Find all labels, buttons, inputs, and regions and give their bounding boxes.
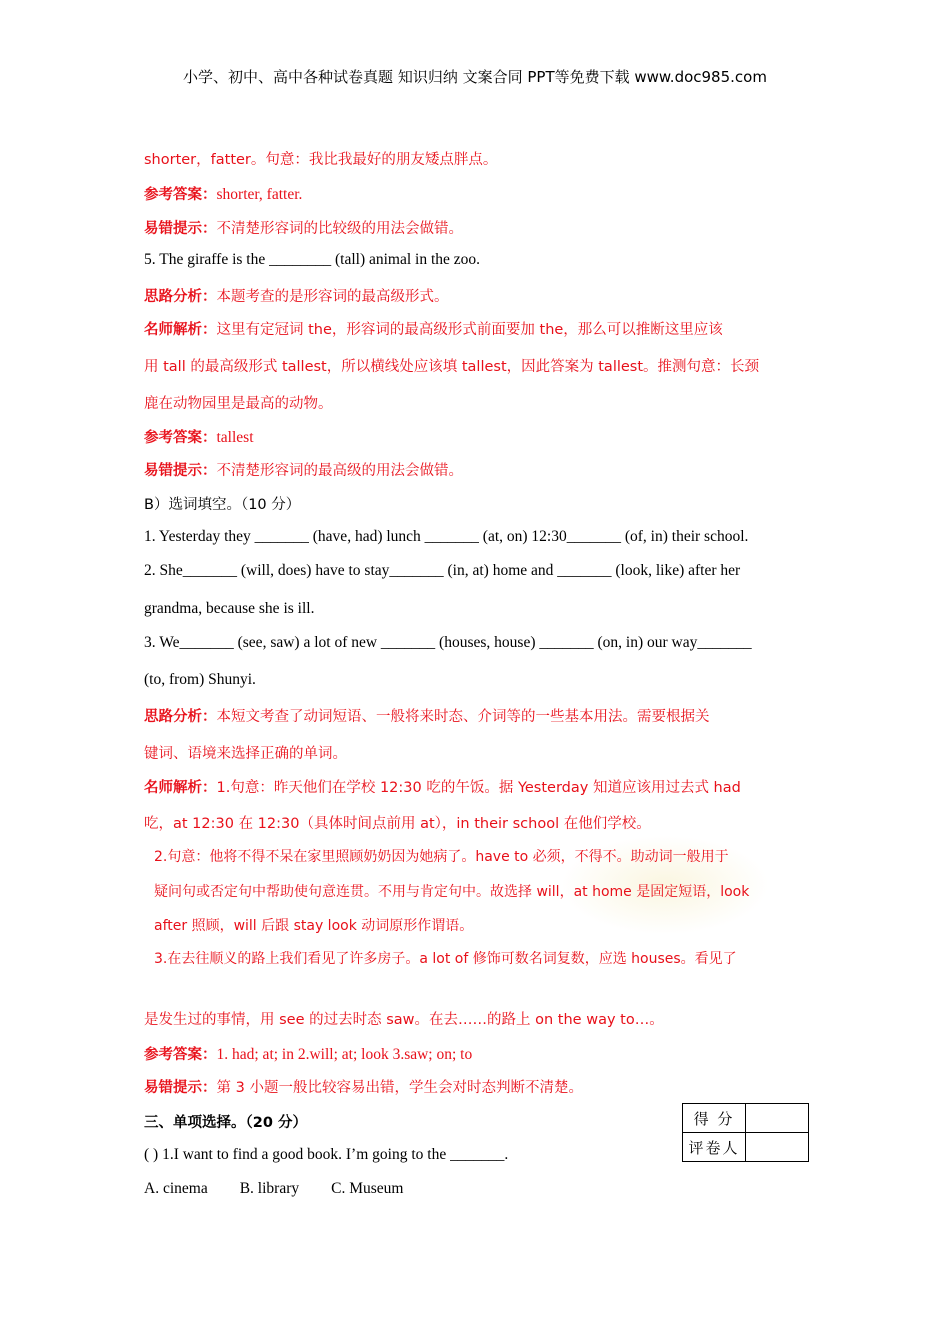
teacher-explanation-cont: 用 tall 的最高级形式 tallest，所以横线处应该填 tallest，因此答案为 tallest。推测句意：长颈	[144, 359, 760, 375]
explanation-line: shorter，fatter。句意：我比我最好的朋友矮点胖点。	[144, 152, 498, 168]
fill-question-1: 1. Yesterday they _______ (have, had) lunch _______ (at, on) 12:30_______ (of, in) their school.	[144, 528, 749, 545]
teacher-explanation-text: 这里有定冠词 the，形容词的最高级形式前面要加 the，那么可以推断这里应该	[216, 322, 723, 338]
scanned-explanation-line: 3.在去往顺义的路上我们看见了许多房子。a lot of 修饰可数名词复数，应选 houses。看见了	[154, 951, 737, 967]
fill-question-2: 2. She_______ (will, does) have to stay_______ (in, at) home and _______ (look, like) after her	[144, 562, 741, 579]
answer-label: 参考答案：	[144, 1047, 217, 1063]
answer-line	[144, 183, 814, 204]
choice-question-1: ( ) 1.I want to find a good book. I’m going to the _______.	[144, 1146, 509, 1163]
fill-question-3: 3. We_______ (see, saw) a lot of new _______ (houses, house) _______ (on, in) our way_______	[144, 634, 752, 651]
option-a: A. cinema	[144, 1180, 208, 1197]
answer-line	[144, 1043, 814, 1064]
answer-label: 参考答案：	[144, 187, 217, 203]
analysis-text: 本短文考查了动词短语、一般将来时态、介词等的一些基本用法。需要根据关	[216, 709, 710, 725]
explanation-cont: 是发生过的事情，用 see 的过去时态 saw。在去……的路上 on the way to…。	[144, 1012, 664, 1028]
tip-text: 第 3 小题一般比较容易出错，学生会对时态判断不清楚。	[216, 1080, 583, 1096]
answer-text: tallest	[216, 429, 254, 446]
section-3-title: 三、单项选择。（20 分）	[144, 1115, 307, 1131]
grader-cell	[746, 1133, 809, 1162]
score-table	[682, 1103, 809, 1162]
tip-label: 易错提示：	[144, 463, 217, 479]
teacher-explanation-text: 1.句意：昨天他们在学校 12:30 吃的午饭。据 Yesterday 知道应该用过去式 had	[216, 780, 741, 796]
choice-options	[144, 1180, 814, 1198]
section-b-title: B）选词填空。（10 分）	[144, 497, 301, 513]
teacher-explanation-cont: 鹿在动物园里是最高的动物。	[144, 396, 333, 412]
tip-line	[144, 1076, 814, 1097]
tip-label: 易错提示：	[144, 1080, 217, 1096]
analysis-label: 思路分析：	[144, 709, 217, 725]
answer-text: 1. had; at; in 2.will; at; look 3.saw; on; to	[216, 1046, 473, 1063]
question-5: 5. The giraffe is the ________ (tall) animal in the zoo.	[144, 251, 481, 268]
teacher-explanation-line	[144, 776, 814, 797]
page-header: 小学、初中、高中各种试卷真题 知识归纳 文案合同 PPT等免费下载 www.doc985.com	[183, 68, 767, 86]
analysis-cont: 键词、语境来选择正确的单词。	[144, 746, 347, 762]
analysis-text: 本题考查的是形容词的最高级形式。	[216, 289, 449, 305]
answer-line	[144, 426, 814, 447]
teacher-explanation-label: 名师解析：	[144, 322, 217, 338]
teacher-explanation-label: 名师解析：	[144, 780, 217, 796]
tip-label: 易错提示：	[144, 221, 217, 237]
analysis-line	[144, 285, 814, 306]
teacher-explanation-cont: 吃，at 12:30 在 12:30（具体时间点前用 at），in their school 在他们学校。	[144, 816, 651, 832]
score-cell	[746, 1104, 809, 1133]
fill-question-2-cont: grandma, because she is ill.	[144, 600, 315, 617]
answer-label: 参考答案：	[144, 430, 217, 446]
teacher-explanation-line	[144, 318, 814, 339]
tip-line	[144, 217, 814, 238]
answer-text: shorter, fatter.	[216, 186, 303, 203]
grader-label: 评卷人	[683, 1133, 746, 1162]
fill-question-3-cont: (to, from) Shunyi.	[144, 671, 256, 688]
scanned-explanation-line: after 照顾，will 后跟 stay look 动词原形作谓语。	[154, 918, 474, 934]
tip-text: 不清楚形容词的比较级的用法会做错。	[216, 221, 463, 237]
option-c: C. Museum	[331, 1180, 404, 1197]
score-label: 得 分	[683, 1104, 746, 1133]
tip-text: 不清楚形容词的最高级的用法会做错。	[216, 463, 463, 479]
option-b: B. library	[239, 1180, 300, 1197]
scanned-explanation-line: 2.句意：他将不得不呆在家里照顾奶奶因为她病了。have to 必须，不得不。助动词一般用于	[154, 849, 729, 865]
scanned-explanation-line: 疑问句或否定句中帮助使句意连贯。不用与肯定句中。故选择 will，at home 是固定短语，look	[154, 884, 750, 900]
analysis-line	[144, 705, 814, 726]
analysis-label: 思路分析：	[144, 289, 217, 305]
tip-line	[144, 459, 814, 480]
